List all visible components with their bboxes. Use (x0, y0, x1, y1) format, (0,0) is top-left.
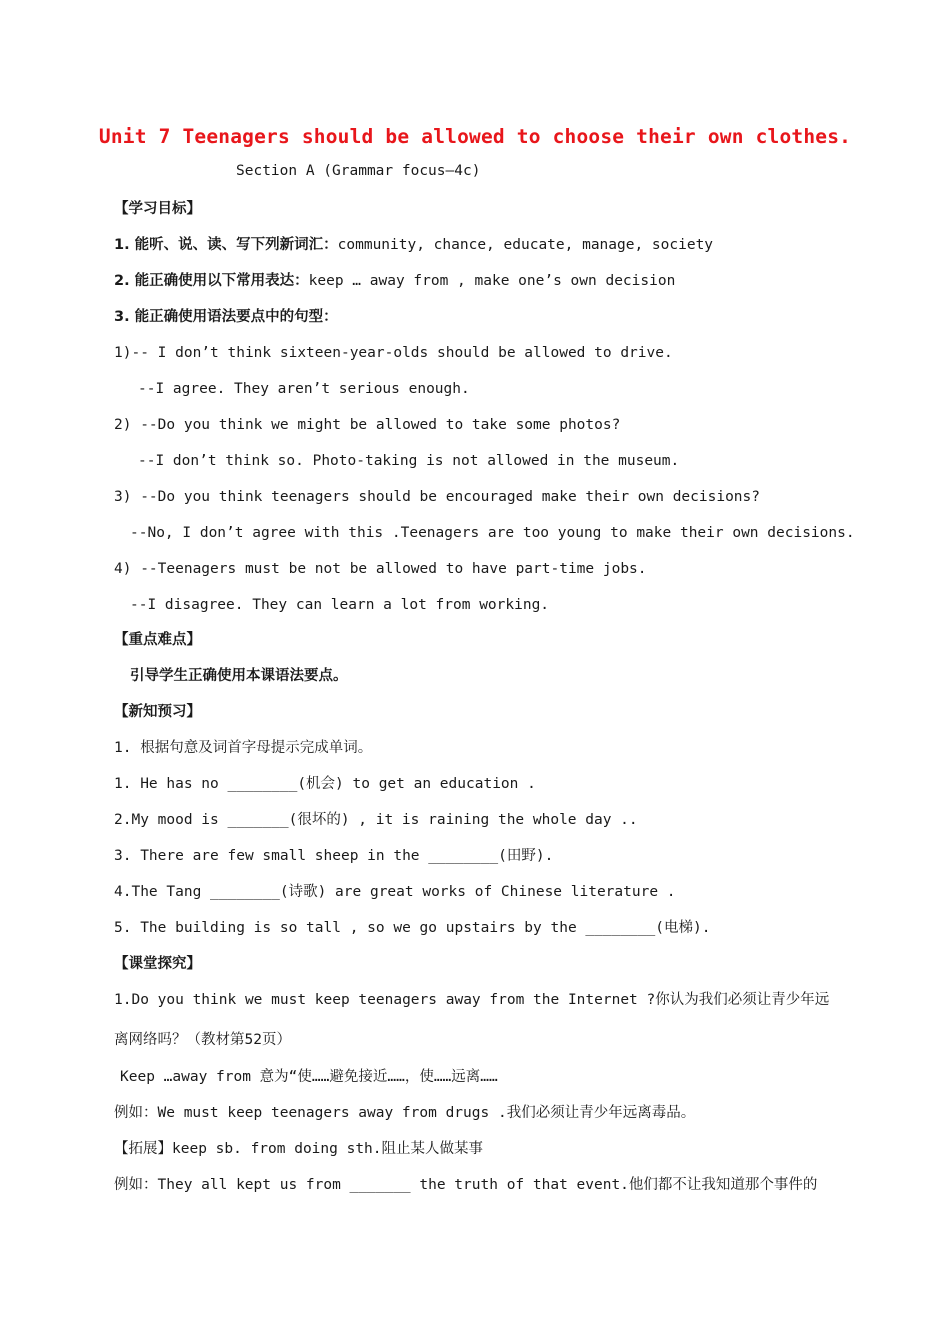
sentence-1-question: 1)-- I don’t think sixteen-year-olds should be allowed to drive. (114, 345, 673, 361)
objectives-heading: 【学习目标】 (114, 201, 201, 217)
key-points-heading: 【重点难点】 (114, 632, 201, 648)
explore-question-line-1: 1.Do you think we must keep teenagers away from the Internet ?你认为我们必须让青少年远 (114, 992, 830, 1008)
sentence-4-question: 4) --Teenagers must be not be allowed to have part-time jobs. (114, 561, 647, 577)
section-subtitle: Section A (Grammar focus—4c) (236, 163, 481, 179)
objective-1-label: 1. 能听、说、读、写下列新词汇： (114, 237, 338, 253)
preview-instruction: 1. 根据句意及词首字母提示完成单词。 (114, 740, 373, 756)
sentence-3-answer: --No, I don’t agree with this .Teenagers are too young to make their own decisions. (130, 525, 855, 541)
preview-heading: 【新知预习】 (114, 704, 201, 720)
objective-1 (114, 235, 713, 255)
sentence-4-answer: --I disagree. They can learn a lot from working. (130, 597, 550, 613)
preview-item-3: 3. There are few small sheep in the ________(田野). (114, 848, 554, 864)
objective-2-text: keep … away from , make one’s own decision (308, 273, 676, 289)
explore-example-2: 例如：They all kept us from _______ the truth of that event.他们都不让我知道那个事件的 (114, 1177, 818, 1193)
objective-3-label: 3. 能正确使用语法要点中的句型： (114, 309, 338, 325)
document-title: Unit 7 Teenagers should be allowed to choose their own clothes. (98, 125, 852, 148)
key-points-text: 引导学生正确使用本课语法要点。 (130, 668, 348, 684)
sentence-2-question: 2) --Do you think we might be allowed to take some photos? (114, 417, 621, 433)
sentence-3-question: 3) --Do you think teenagers should be encouraged make their own decisions? (114, 489, 761, 505)
objective-2 (114, 271, 675, 291)
explore-heading: 【课堂探究】 (114, 956, 201, 972)
objective-1-text: community, chance, educate, manage, society (337, 237, 714, 253)
sentence-1-answer: --I agree. They aren’t serious enough. (138, 381, 470, 397)
explore-example-1: 例如：We must keep teenagers away from drugs .我们必须让青少年远离毒品。 (114, 1105, 696, 1121)
objective-2-label: 2. 能正确使用以下常用表达： (114, 273, 309, 289)
preview-item-4: 4.The Tang ________(诗歌) are great works of Chinese literature . (114, 884, 676, 900)
preview-item-2: 2.My mood is _______(很坏的) , it is raining the whole day .. (114, 812, 638, 828)
explore-meaning: Keep …away from 意为“使……避免接近……，使……远离…… (120, 1069, 498, 1085)
preview-item-1: 1. He has no ________(机会) to get an education . (114, 776, 536, 792)
explore-extend: 【拓展】keep sb. from doing sth.阻止某人做某事 (114, 1141, 484, 1157)
sentence-2-answer: --I don’t think so. Photo-taking is not allowed in the museum. (138, 453, 680, 469)
explore-question-line-2: 离网络吗？（教材第52页） (114, 1032, 291, 1048)
preview-item-5: 5. The building is so tall , so we go upstairs by the ________(电梯). (114, 920, 711, 936)
